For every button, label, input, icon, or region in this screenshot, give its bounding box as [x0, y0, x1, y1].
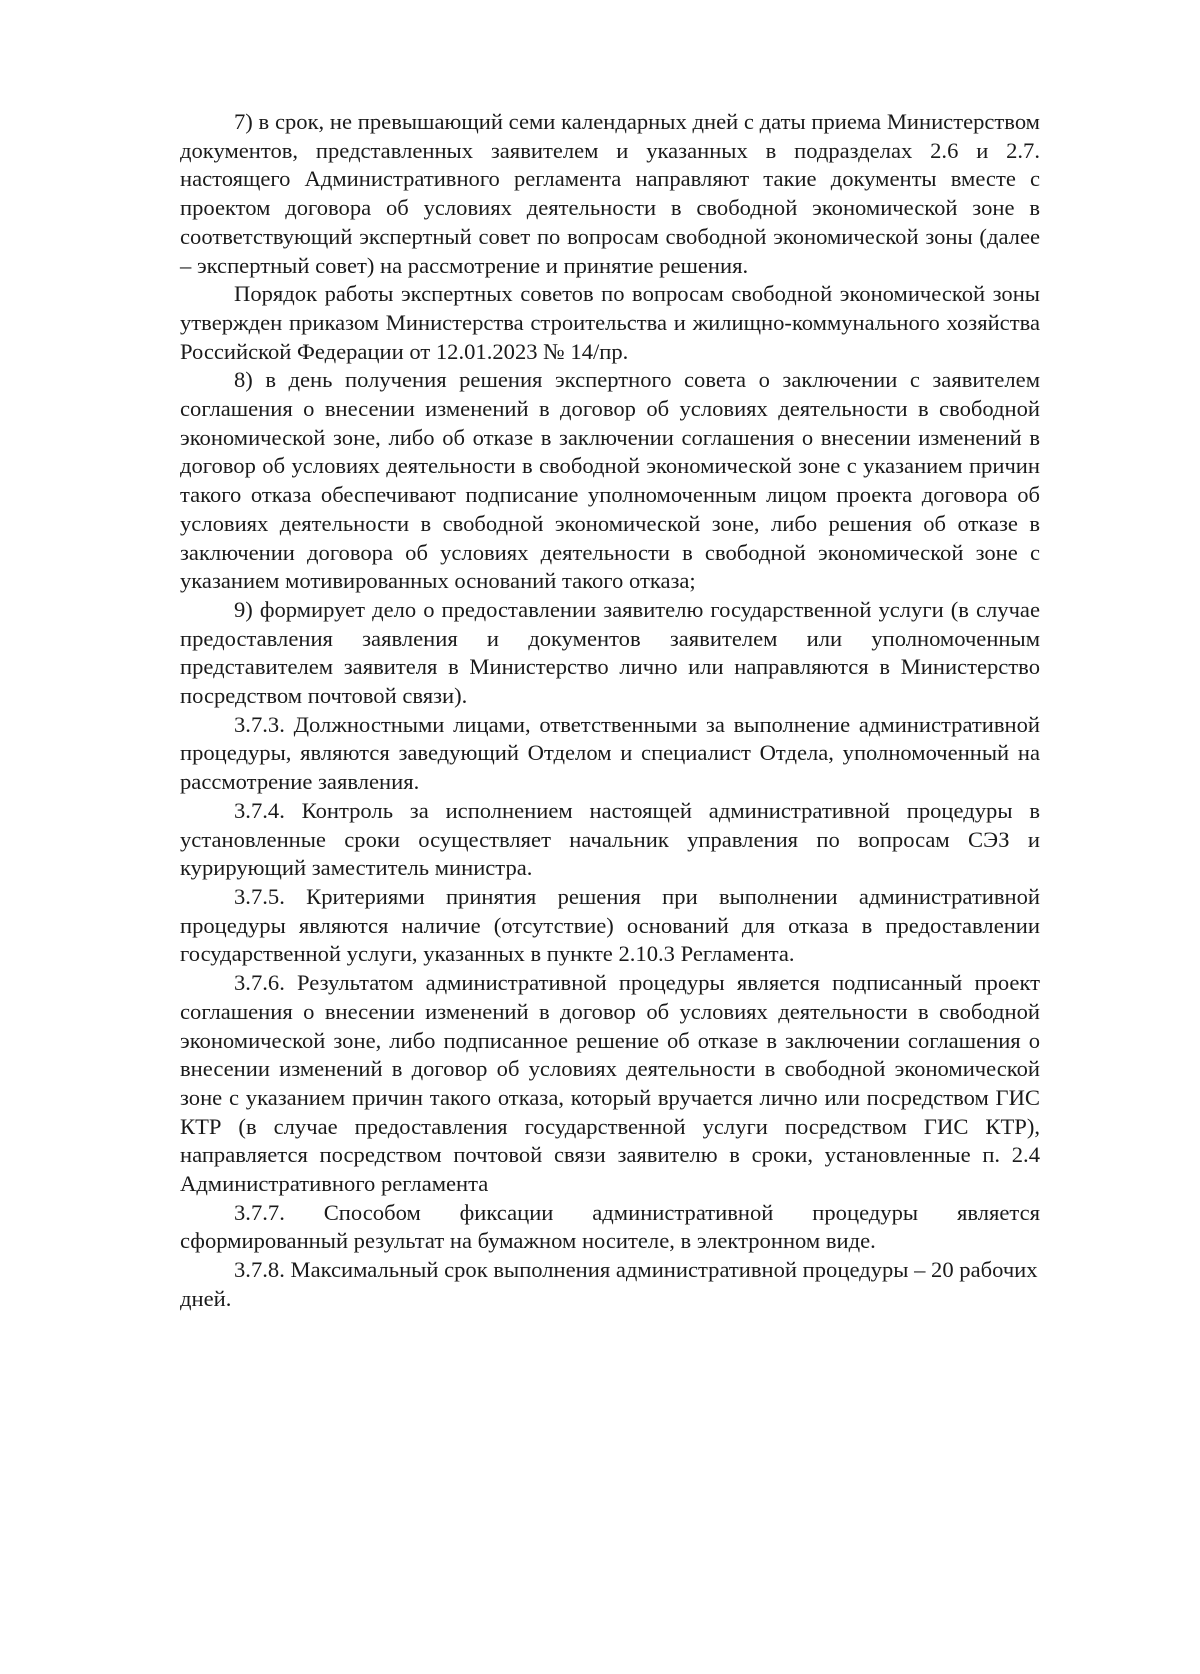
paragraph-item-8: 8) в день получения решения экспертного совета о заключении с заявителем соглашения о внесении изменений в договор об условиях деятельности в свободной экономической зоне, либо об отказе в заключении соглашения о внесении изменений в договор об условиях деятельности в свободной экономической зоне с указанием причин такого отказа обеспечивают подписание уполномоченным лицом проекта договора об условиях деятельности в свободной экономической зоне, либо решения об отказе в заключении договора об условиях деятельности в свободной экономической зоне с указанием мотивированных оснований такого отказа;	[180, 367, 1040, 594]
paragraph-3-7-3: 3.7.3. Должностными лицами, ответственными за выполнение административной процедуры, являются заведующий Отделом и специалист Отдела, уполномоченный на рассмотрение заявления.	[180, 711, 1040, 795]
paragraph-item-9: 9) формирует дело о предоставлении заявителю государственной услуги (в случае предоставления заявления и документов заявителем или уполномоченным представителем заявителя в Министерство лично или направляются в Министерство посредством почтовой связи).	[180, 596, 1040, 709]
paragraph-3-7-4: 3.7.4. Контроль за исполнением настоящей административной процедуры в установленные сроки осуществляет начальник управления по вопросам СЭЗ и курирующий заместитель министра.	[180, 797, 1040, 881]
paragraph-3-7-7: 3.7.7. Способом фиксации административной процедуры является сформированный результат на бумажном носителе, в электронном виде.	[180, 1199, 1040, 1254]
paragraph-3-7-8: 3.7.8. Максимальный срок выполнения административной процедуры – 20 рабочих дней.	[180, 1257, 1038, 1311]
document-body	[180, 108, 1040, 1314]
paragraph-3-7-6: 3.7.6. Результатом административной процедуры является подписанный проект соглашения о внесении изменений в договор об условиях деятельности в свободной экономической зоне, либо подписанное решение об отказе в заключении соглашения о внесении изменений в договор об условиях деятельности в свободной экономической зоне с указанием причин такого отказа, который вручается лично или посредством ГИС КТР (в случае предоставления государственной услуги посредством ГИС КТР), направляется посредством почтовой связи заявителю в сроки, установленные п. 2.4 Административного регламента	[180, 970, 1040, 1197]
paragraph-item-7: 7) в срок, не превышающий семи календарных дней с даты приема Министерством документов, представленных заявителем и указанных в подразделах 2.6 и 2.7. настоящего Административного регламента направляют такие документы вместе с проектом договора об условиях деятельности в свободной экономической зоне в соответствующий экспертный совет по вопросам свободной экономической зоны (далее – экспертный совет) на рассмотрение и принятие решения.	[180, 109, 1040, 278]
paragraph-3-7-5: 3.7.5. Критериями принятия решения при выполнении административной процедуры являются наличие (отсутствие) оснований для отказа в предоставлении государственной услуги, указанных в пункте 2.10.3 Регламента.	[180, 883, 1040, 967]
paragraph-expert-council-procedure: Порядок работы экспертных советов по вопросам свободной экономической зоны утвержден приказом Министерства строительства и жилищно-коммунального хозяйства Российской Федерации от 12.01.2023 № 14/пр.	[180, 281, 1040, 364]
